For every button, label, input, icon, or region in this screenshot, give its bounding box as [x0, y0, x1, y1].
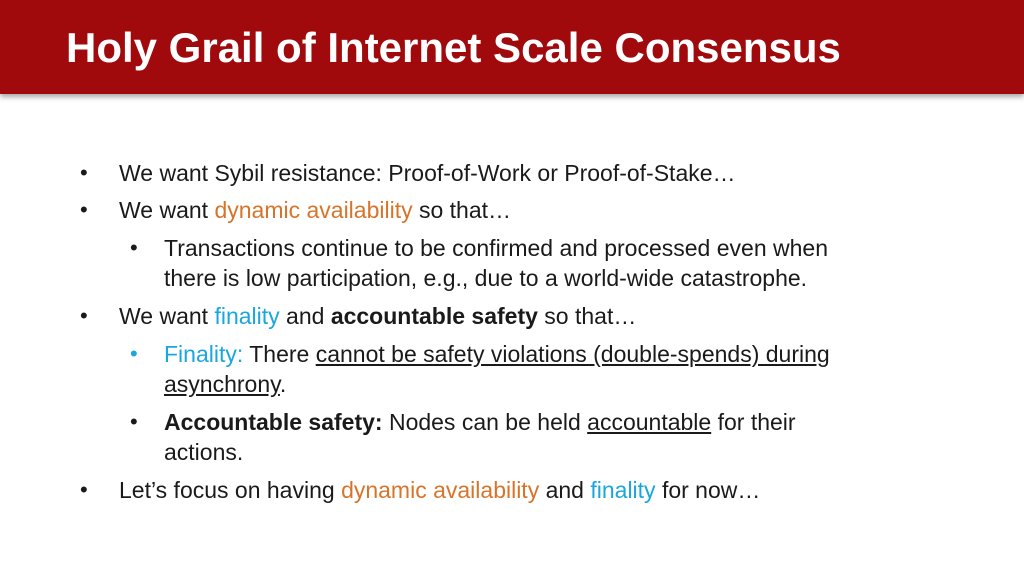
item-text: for now… [655, 477, 761, 503]
item-text: We want [119, 303, 215, 329]
item-text: there is low participation, e.g., due to a world-wide catastrophe. [164, 265, 808, 291]
bullet-icon: • [80, 477, 88, 502]
item-text: Transactions continue to be confirmed and processed even when [164, 235, 828, 261]
underlined-text: cannot be safety violations (double-spends) during [315, 341, 830, 367]
sub-bullet-item [164, 339, 830, 369]
sub-bullet-item-continuation [164, 263, 807, 293]
underlined-text: accountable [587, 409, 712, 435]
item-text: There [243, 341, 316, 367]
item-text: for their [711, 409, 796, 435]
sub-bullet-item [164, 407, 796, 437]
highlight-dynamic-availability: dynamic availability [214, 197, 413, 223]
bullet-icon: • [130, 409, 138, 434]
item-text: and [279, 303, 331, 329]
bold-accountable-safety: accountable safety [330, 303, 538, 329]
item-text: so that… [537, 303, 637, 329]
sub-bullet-item-continuation [164, 437, 243, 467]
sub-bullet-item [164, 233, 828, 263]
accountable-safety-label: Accountable safety: [164, 409, 383, 435]
bullet-icon: • [80, 303, 88, 328]
bullet-icon: • [130, 341, 138, 366]
item-text: . [279, 371, 287, 397]
item-text: We want Sybil resistance: Proof-of-Work or Proof-of-Stake… [119, 160, 736, 186]
bullet-item [119, 158, 736, 188]
item-text: and [539, 477, 591, 503]
highlight-finality: finality [590, 477, 656, 503]
slide-title: Holy Grail of Internet Scale Consensus [66, 24, 841, 71]
finality-label: Finality: [164, 341, 244, 367]
bullet-icon: • [130, 235, 138, 260]
item-text: Nodes can be held [382, 409, 588, 435]
bullet-item [119, 301, 636, 331]
bullet-item [119, 475, 760, 505]
item-text: We want [119, 197, 215, 223]
highlight-dynamic-availability: dynamic availability [341, 477, 540, 503]
bullet-icon: • [80, 197, 88, 222]
bullet-item [119, 195, 511, 225]
sub-bullet-item-continuation [164, 369, 286, 399]
underlined-text: asynchrony [164, 371, 280, 397]
item-text: actions. [164, 439, 244, 465]
item-text: so that… [412, 197, 512, 223]
highlight-finality: finality [214, 303, 280, 329]
item-text: Let’s focus on having [119, 477, 342, 503]
bullet-icon: • [80, 160, 88, 185]
